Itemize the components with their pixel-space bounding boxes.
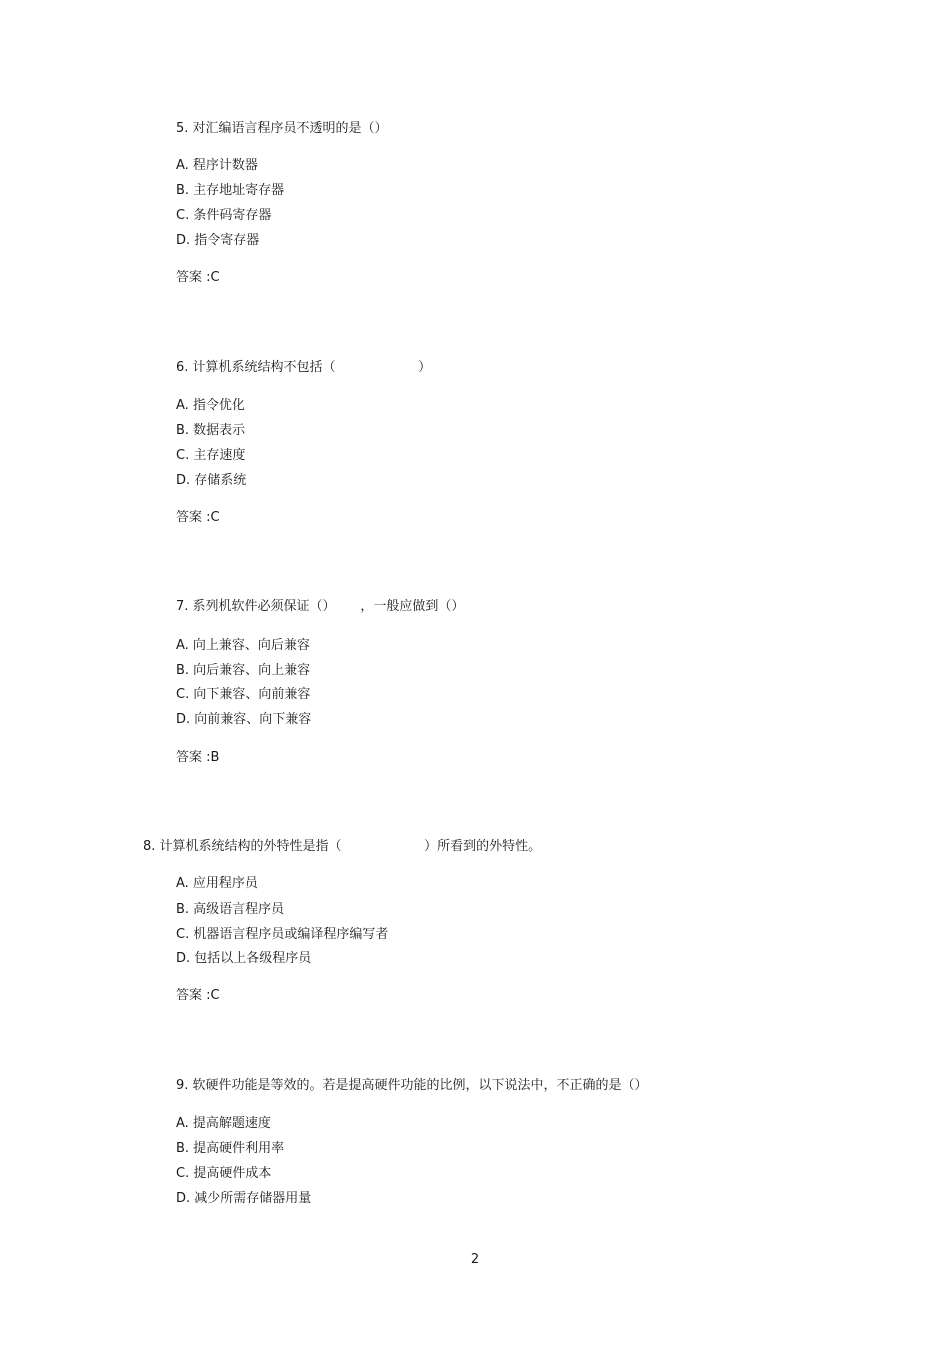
option-b: B. 向后兼容、向上兼容 — [176, 663, 311, 678]
option-c: C. 机器语言程序员或编译程序编写者 — [176, 927, 389, 942]
option-d: D. 包括以上各级程序员 — [176, 951, 312, 966]
answer: 答案 :C — [176, 270, 220, 285]
option-c: C. 主存速度 — [176, 448, 246, 463]
question-stem: 6. 计算机系统结构不包括（ ） — [176, 360, 432, 375]
option-a: A. 程序计数器 — [176, 158, 258, 173]
answer: 答案 :C — [176, 988, 220, 1003]
option-a: A. 提高解题速度 — [176, 1116, 271, 1131]
answer: 答案 :B — [176, 750, 220, 765]
option-b: B. 数据表示 — [176, 423, 246, 438]
question-stem: 7. 系列机软件必须保证（） ，一般应做到（） — [176, 599, 465, 614]
option-d: D. 减少所需存储器用量 — [176, 1191, 312, 1206]
option-a: A. 指令优化 — [176, 398, 245, 413]
option-c: C. 条件码寄存器 — [176, 208, 272, 223]
option-a: A. 应用程序员 — [176, 876, 258, 891]
option-d: D. 存储系统 — [176, 473, 247, 488]
option-c: C. 提高硬件成本 — [176, 1166, 272, 1181]
option-b: B. 主存地址寄存器 — [176, 183, 285, 198]
question-stem: 9. 软硬件功能是等效的。若是提高硬件功能的比例，以下说法中，不正确的是（） — [176, 1078, 648, 1093]
option-d: D. 向前兼容、向下兼容 — [176, 712, 312, 727]
page-number: 2 — [470, 1252, 480, 1267]
option-d: D. 指令寄存器 — [176, 233, 260, 248]
option-c: C. 向下兼容、向前兼容 — [176, 687, 311, 702]
option-a: A. 向上兼容、向后兼容 — [176, 638, 310, 653]
option-b: B. 高级语言程序员 — [176, 902, 285, 917]
option-b: B. 提高硬件利用率 — [176, 1141, 285, 1156]
question-stem: 5. 对汇编语言程序员不透明的是（） — [176, 121, 388, 136]
question-stem: 8. 计算机系统结构的外特性是指（ ）所看到的外特性。 — [143, 839, 542, 854]
answer: 答案 :C — [176, 510, 220, 525]
